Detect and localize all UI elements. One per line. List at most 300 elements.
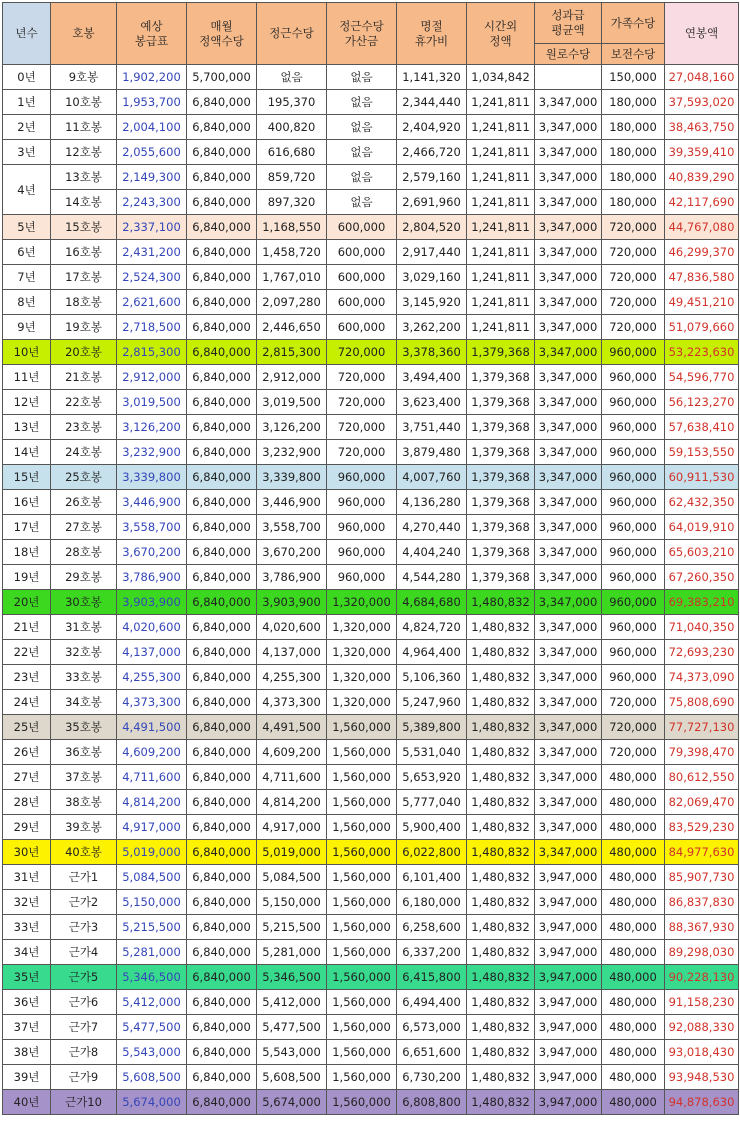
cell-longevity: 4,020,600 [257,615,327,640]
cell-year: 20년 [3,590,51,615]
cell-overtime: 1,480,832 [467,840,535,865]
cell-holiday-bonus: 6,730,200 [397,1065,467,1090]
cell-overtime: 1,379,368 [467,390,535,415]
cell-holiday-bonus: 1,141,320 [397,65,467,90]
cell-overtime: 1,480,832 [467,740,535,765]
cell-longevity: 4,137,000 [257,640,327,665]
cell-monthly-allowance: 6,840,000 [187,565,257,590]
cell-year: 4년 [3,165,51,215]
table-row [3,240,739,265]
table-row [3,365,739,390]
cell-year: 23년 [3,665,51,690]
cell-longevity-add: 1,320,000 [327,590,397,615]
cell-holiday-bonus: 2,404,920 [397,115,467,140]
cell-longevity: 없음 [257,65,327,90]
cell-step: 10호봉 [51,90,117,115]
cell-step: 근가5 [51,965,117,990]
cell-pay-scale: 4,711,600 [117,765,187,790]
cell-longevity: 5,281,000 [257,940,327,965]
cell-pay-scale: 3,446,900 [117,490,187,515]
cell-holiday-bonus: 4,684,680 [397,590,467,615]
table-row [3,315,739,340]
cell-year: 9년 [3,315,51,340]
cell-pay-scale: 2,524,300 [117,265,187,290]
cell-annual-total: 57,638,410 [665,415,739,440]
cell-longevity: 4,255,300 [257,665,327,690]
cell-overtime: 1,241,811 [467,90,535,115]
cell-family-allowance: 480,000 [602,915,665,940]
cell-step: 29호봉 [51,565,117,590]
cell-family-allowance: 480,000 [602,1040,665,1065]
cell-holiday-bonus: 3,029,160 [397,265,467,290]
cell-monthly-allowance: 6,840,000 [187,840,257,865]
cell-step: 14호봉 [51,190,117,215]
cell-annual-total: 74,373,090 [665,665,739,690]
cell-family-allowance: 960,000 [602,415,665,440]
table-row [3,1015,739,1040]
cell-performance: 3,347,000 [535,140,602,165]
cell-longevity: 2,815,300 [257,340,327,365]
header-monthly-allowance: 매월 정액수당 [187,3,257,65]
cell-longevity-add: 960,000 [327,565,397,590]
cell-annual-total: 59,153,550 [665,440,739,465]
cell-annual-total: 69,383,210 [665,590,739,615]
cell-performance: 3,947,000 [535,940,602,965]
cell-performance: 3,347,000 [535,690,602,715]
cell-step: 근가8 [51,1040,117,1065]
cell-year: 3년 [3,140,51,165]
cell-longevity: 3,558,700 [257,515,327,540]
table-row [3,1040,739,1065]
cell-longevity: 2,446,650 [257,315,327,340]
cell-pay-scale: 3,339,800 [117,465,187,490]
cell-holiday-bonus: 4,136,280 [397,490,467,515]
cell-longevity-add: 없음 [327,190,397,215]
cell-annual-total: 38,463,750 [665,115,739,140]
cell-annual-total: 77,727,130 [665,715,739,740]
cell-overtime: 1,241,811 [467,115,535,140]
cell-monthly-allowance: 6,840,000 [187,165,257,190]
cell-family-allowance: 720,000 [602,740,665,765]
cell-pay-scale: 4,609,200 [117,740,187,765]
cell-performance: 3,347,000 [535,565,602,590]
cell-step: 35호봉 [51,715,117,740]
cell-pay-scale: 5,346,500 [117,965,187,990]
cell-holiday-bonus: 5,247,960 [397,690,467,715]
cell-annual-total: 51,079,660 [665,315,739,340]
cell-year: 25년 [3,715,51,740]
cell-performance: 3,347,000 [535,640,602,665]
cell-family-allowance: 180,000 [602,90,665,115]
cell-step: 34호봉 [51,690,117,715]
cell-pay-scale: 5,477,500 [117,1015,187,1040]
cell-holiday-bonus: 3,879,480 [397,440,467,465]
cell-longevity: 4,917,000 [257,815,327,840]
cell-year: 31년 [3,865,51,890]
cell-holiday-bonus: 3,623,400 [397,390,467,415]
cell-longevity: 897,320 [257,190,327,215]
cell-monthly-allowance: 6,840,000 [187,715,257,740]
cell-holiday-bonus: 4,404,240 [397,540,467,565]
cell-monthly-allowance: 6,840,000 [187,415,257,440]
cell-year: 17년 [3,515,51,540]
header-performance: 성과급 평균액 [535,3,602,44]
cell-annual-total: 44,767,080 [665,215,739,240]
cell-step: 근가3 [51,915,117,940]
cell-pay-scale: 5,608,500 [117,1065,187,1090]
cell-step: 근가1 [51,865,117,890]
cell-holiday-bonus: 2,344,440 [397,90,467,115]
cell-monthly-allowance: 6,840,000 [187,790,257,815]
cell-pay-scale: 3,558,700 [117,515,187,540]
cell-overtime: 1,241,811 [467,240,535,265]
header-elder-allowance: 원로수당 [535,44,602,65]
cell-holiday-bonus: 4,544,280 [397,565,467,590]
cell-performance: 3,347,000 [535,165,602,190]
cell-longevity-add: 없음 [327,165,397,190]
cell-family-allowance: 720,000 [602,690,665,715]
cell-annual-total: 42,117,690 [665,190,739,215]
cell-longevity: 1,767,010 [257,265,327,290]
cell-overtime: 1,379,368 [467,565,535,590]
header-longevity: 정근수당 [257,3,327,65]
cell-family-allowance: 960,000 [602,590,665,615]
cell-annual-total: 46,299,370 [665,240,739,265]
cell-annual-total: 94,878,630 [665,1090,739,1115]
cell-monthly-allowance: 6,840,000 [187,815,257,840]
cell-annual-total: 92,088,330 [665,1015,739,1040]
cell-overtime: 1,480,832 [467,890,535,915]
header-holiday-bonus: 명절 휴가비 [397,3,467,65]
header-overtime: 시간외 정액 [467,3,535,65]
cell-family-allowance: 180,000 [602,190,665,215]
cell-family-allowance: 960,000 [602,390,665,415]
cell-performance: 3,347,000 [535,465,602,490]
cell-annual-total: 89,298,030 [665,940,739,965]
cell-step: 18호봉 [51,290,117,315]
cell-step: 근가6 [51,990,117,1015]
cell-performance: 3,347,000 [535,740,602,765]
cell-holiday-bonus: 2,691,960 [397,190,467,215]
cell-performance: 3,947,000 [535,865,602,890]
table-row [3,840,739,865]
cell-family-allowance: 960,000 [602,340,665,365]
cell-longevity-add: 1,560,000 [327,990,397,1015]
salary-table [2,2,739,1115]
cell-year: 8년 [3,290,51,315]
cell-pay-scale: 5,543,000 [117,1040,187,1065]
cell-year: 11년 [3,365,51,390]
table-row [3,715,739,740]
cell-longevity-add: 600,000 [327,315,397,340]
cell-family-allowance: 720,000 [602,265,665,290]
cell-year: 36년 [3,990,51,1015]
cell-step: 38호봉 [51,790,117,815]
cell-step: 25호봉 [51,465,117,490]
cell-overtime: 1,480,832 [467,940,535,965]
cell-holiday-bonus: 5,653,920 [397,765,467,790]
cell-longevity-add: 1,560,000 [327,940,397,965]
cell-step: 20호봉 [51,340,117,365]
cell-pay-scale: 3,126,200 [117,415,187,440]
cell-annual-total: 93,948,530 [665,1065,739,1090]
cell-step: 11호봉 [51,115,117,140]
cell-monthly-allowance: 6,840,000 [187,640,257,665]
cell-annual-total: 53,223,630 [665,340,739,365]
cell-year: 39년 [3,1065,51,1090]
cell-performance: 3,347,000 [535,615,602,640]
cell-performance: 3,347,000 [535,190,602,215]
table-row [3,340,739,365]
cell-overtime: 1,241,811 [467,165,535,190]
cell-overtime: 1,379,368 [467,540,535,565]
cell-pay-scale: 2,718,500 [117,315,187,340]
cell-year: 30년 [3,840,51,865]
cell-monthly-allowance: 6,840,000 [187,890,257,915]
cell-pay-scale: 2,149,300 [117,165,187,190]
cell-year: 6년 [3,240,51,265]
cell-monthly-allowance: 6,840,000 [187,1040,257,1065]
cell-monthly-allowance: 6,840,000 [187,190,257,215]
cell-pay-scale: 3,019,500 [117,390,187,415]
cell-longevity-add: 960,000 [327,540,397,565]
cell-year: 28년 [3,790,51,815]
cell-performance: 3,347,000 [535,440,602,465]
cell-performance: 3,347,000 [535,665,602,690]
cell-monthly-allowance: 6,840,000 [187,490,257,515]
cell-family-allowance: 480,000 [602,1065,665,1090]
cell-family-allowance: 480,000 [602,940,665,965]
cell-pay-scale: 2,431,200 [117,240,187,265]
cell-holiday-bonus: 3,378,360 [397,340,467,365]
cell-longevity: 5,084,500 [257,865,327,890]
cell-longevity: 3,446,900 [257,490,327,515]
cell-monthly-allowance: 6,840,000 [187,290,257,315]
cell-pay-scale: 2,004,100 [117,115,187,140]
cell-year: 15년 [3,465,51,490]
cell-year: 26년 [3,740,51,765]
cell-family-allowance: 960,000 [602,440,665,465]
cell-longevity: 859,720 [257,165,327,190]
cell-longevity: 3,019,500 [257,390,327,415]
cell-family-allowance: 480,000 [602,865,665,890]
cell-monthly-allowance: 6,840,000 [187,615,257,640]
cell-pay-scale: 1,902,200 [117,65,187,90]
cell-longevity-add: 1,320,000 [327,665,397,690]
cell-monthly-allowance: 6,840,000 [187,665,257,690]
cell-performance: 3,347,000 [535,315,602,340]
cell-longevity-add: 없음 [327,115,397,140]
cell-monthly-allowance: 6,840,000 [187,240,257,265]
cell-annual-total: 86,837,830 [665,890,739,915]
cell-year: 0년 [3,65,51,90]
cell-year: 32년 [3,890,51,915]
table-row [3,965,739,990]
cell-step: 28호봉 [51,540,117,565]
cell-monthly-allowance: 6,840,000 [187,540,257,565]
table-row [3,640,739,665]
cell-overtime: 1,241,811 [467,290,535,315]
cell-performance: 3,947,000 [535,1065,602,1090]
cell-year: 2년 [3,115,51,140]
table-header [3,3,739,65]
cell-performance: 3,347,000 [535,115,602,140]
cell-overtime: 1,480,832 [467,1040,535,1065]
cell-pay-scale: 5,215,500 [117,915,187,940]
cell-year: 37년 [3,1015,51,1040]
cell-annual-total: 39,359,410 [665,140,739,165]
cell-longevity-add: 1,320,000 [327,690,397,715]
cell-annual-total: 40,839,290 [665,165,739,190]
cell-family-allowance: 960,000 [602,540,665,565]
cell-pay-scale: 3,232,900 [117,440,187,465]
cell-year: 19년 [3,565,51,590]
table-row [3,540,739,565]
cell-longevity: 3,126,200 [257,415,327,440]
cell-monthly-allowance: 6,840,000 [187,340,257,365]
cell-longevity-add: 없음 [327,140,397,165]
cell-family-allowance: 180,000 [602,165,665,190]
cell-holiday-bonus: 6,494,400 [397,990,467,1015]
cell-longevity-add: 600,000 [327,290,397,315]
cell-overtime: 1,241,811 [467,140,535,165]
cell-longevity-add: 1,560,000 [327,965,397,990]
table-row [3,90,739,115]
cell-year: 7년 [3,265,51,290]
cell-monthly-allowance: 6,840,000 [187,140,257,165]
cell-monthly-allowance: 6,840,000 [187,265,257,290]
cell-longevity: 4,814,200 [257,790,327,815]
cell-step: 근가4 [51,940,117,965]
cell-monthly-allowance: 6,840,000 [187,915,257,940]
cell-longevity-add: 1,560,000 [327,1090,397,1115]
cell-holiday-bonus: 3,145,920 [397,290,467,315]
cell-family-allowance: 960,000 [602,490,665,515]
cell-overtime: 1,480,832 [467,1015,535,1040]
cell-annual-total: 60,911,530 [665,465,739,490]
cell-year: 13년 [3,415,51,440]
cell-pay-scale: 3,903,900 [117,590,187,615]
cell-pay-scale: 4,255,300 [117,665,187,690]
cell-step: 22호봉 [51,390,117,415]
cell-longevity-add: 720,000 [327,390,397,415]
cell-year: 16년 [3,490,51,515]
cell-pay-scale: 2,337,100 [117,215,187,240]
cell-year: 38년 [3,1040,51,1065]
cell-overtime: 1,241,811 [467,215,535,240]
cell-monthly-allowance: 6,840,000 [187,590,257,615]
cell-performance: 3,947,000 [535,915,602,940]
header-conservation-allowance: 보전수당 [602,44,665,65]
cell-performance: 3,947,000 [535,965,602,990]
cell-longevity: 195,370 [257,90,327,115]
cell-longevity-add: 1,560,000 [327,865,397,890]
cell-family-allowance: 150,000 [602,65,665,90]
cell-monthly-allowance: 6,840,000 [187,765,257,790]
cell-year: 33년 [3,915,51,940]
cell-longevity: 5,150,000 [257,890,327,915]
cell-year: 35년 [3,965,51,990]
cell-year: 12년 [3,390,51,415]
cell-overtime: 1,480,832 [467,1090,535,1115]
cell-performance: 3,347,000 [535,265,602,290]
cell-longevity: 5,608,500 [257,1065,327,1090]
cell-longevity-add: 1,560,000 [327,840,397,865]
cell-step: 23호봉 [51,415,117,440]
cell-performance: 3,347,000 [535,715,602,740]
cell-pay-scale: 5,412,000 [117,990,187,1015]
cell-overtime: 1,241,811 [467,265,535,290]
cell-annual-total: 64,019,910 [665,515,739,540]
cell-pay-scale: 5,281,000 [117,940,187,965]
cell-overtime: 1,480,832 [467,640,535,665]
cell-year: 21년 [3,615,51,640]
cell-overtime: 1,480,832 [467,865,535,890]
cell-family-allowance: 480,000 [602,1015,665,1040]
cell-step: 13호봉 [51,165,117,190]
table-row [3,265,739,290]
cell-performance: 3,947,000 [535,990,602,1015]
table-row [3,690,739,715]
cell-pay-scale: 2,912,000 [117,365,187,390]
table-row [3,140,739,165]
cell-longevity-add: 960,000 [327,490,397,515]
cell-holiday-bonus: 5,106,360 [397,665,467,690]
cell-longevity-add: 1,560,000 [327,765,397,790]
cell-holiday-bonus: 5,389,800 [397,715,467,740]
table-row [3,865,739,890]
cell-monthly-allowance: 6,840,000 [187,115,257,140]
cell-monthly-allowance: 6,840,000 [187,1090,257,1115]
cell-pay-scale: 1,953,700 [117,90,187,115]
cell-pay-scale: 4,491,500 [117,715,187,740]
cell-annual-total: 56,123,270 [665,390,739,415]
cell-overtime: 1,379,368 [467,340,535,365]
cell-step: 37호봉 [51,765,117,790]
cell-monthly-allowance: 6,840,000 [187,965,257,990]
table-row [3,440,739,465]
cell-holiday-bonus: 4,007,760 [397,465,467,490]
cell-overtime: 1,379,368 [467,365,535,390]
cell-family-allowance: 720,000 [602,315,665,340]
table-row [3,740,739,765]
cell-longevity: 1,458,720 [257,240,327,265]
cell-pay-scale: 5,150,000 [117,890,187,915]
table-row [3,490,739,515]
cell-step: 15호봉 [51,215,117,240]
cell-longevity: 4,373,300 [257,690,327,715]
cell-family-allowance: 480,000 [602,815,665,840]
cell-performance: 3,347,000 [535,340,602,365]
cell-overtime: 1,379,368 [467,490,535,515]
cell-year: 14년 [3,440,51,465]
cell-performance: 3,347,000 [535,90,602,115]
cell-longevity-add: 720,000 [327,340,397,365]
table-row [3,65,739,90]
cell-step: 12호봉 [51,140,117,165]
cell-overtime: 1,480,832 [467,690,535,715]
cell-monthly-allowance: 6,840,000 [187,515,257,540]
cell-longevity-add: 1,560,000 [327,715,397,740]
cell-holiday-bonus: 6,180,000 [397,890,467,915]
cell-step: 40호봉 [51,840,117,865]
cell-longevity: 4,491,500 [257,715,327,740]
cell-longevity: 5,346,500 [257,965,327,990]
cell-family-allowance: 960,000 [602,365,665,390]
cell-longevity-add: 720,000 [327,440,397,465]
cell-monthly-allowance: 6,840,000 [187,90,257,115]
table-row [3,940,739,965]
